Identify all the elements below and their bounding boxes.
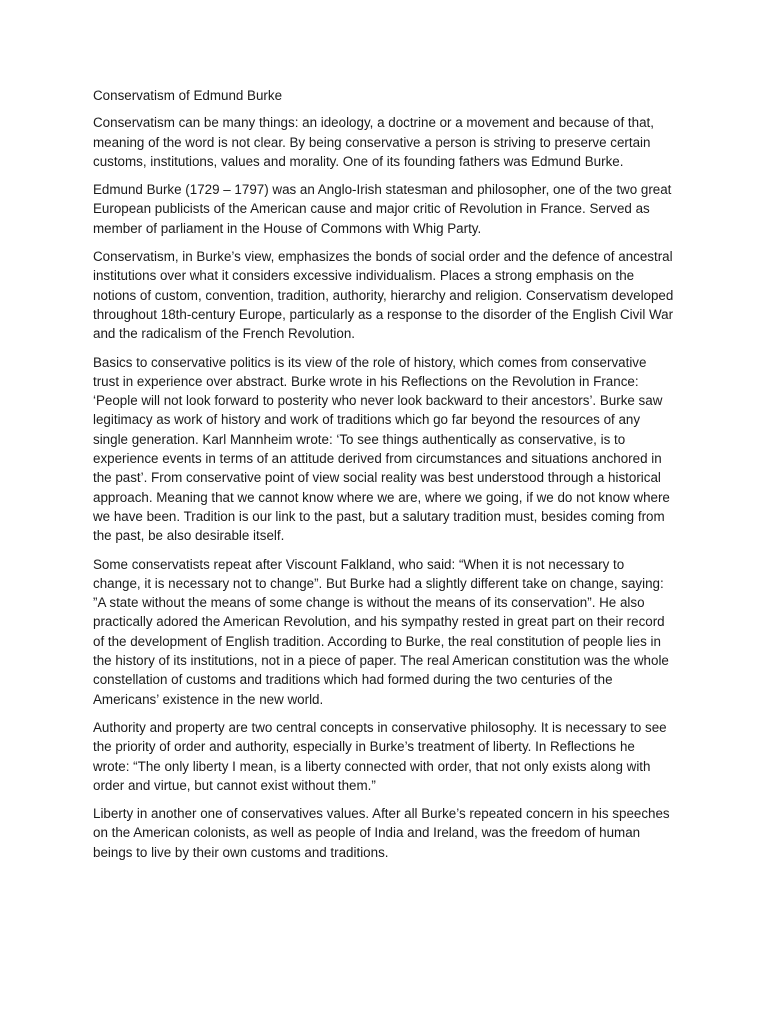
paragraph-change: Some conservatists repeat after Viscount Falkland, who said: “When it is not necessary to change, it is necessary not to change”. But Burke had a slightly different take on change, saying: ”A state without the means of some change is without the means of its conservation”. He also practically adored the American Revolution, and his sympathy rested in great part on their record of the development of English tradition. According to Burke, the real constitution of people lies in the history of its institutions, not in a piece of paper. The real American constitution was the whole constellation of customs and traditions which had formed during the two centuries of the Americans’ existence in the new world. [93,556,669,707]
paragraph-liberty: Liberty in another one of conservatives values. After all Burke’s repeated concern in his speeches on the American colonists, as well as people of India and Ireland, was the freedom of human beings to live by their own customs and traditions. [93,806,670,860]
paragraph-burke-view: Conservatism, in Burke’s view, emphasizes the bonds of social order and the defence of ancestral institutions over what it considers excessive individualism. Places a strong emphasis on the notions of custom, convention, tradition, authority, hierarchy and religion. Conservatism developed throughout 18th-century Europe, particularly as a response to the disorder of the English Civil War and the radicalism of the French Revolution. [93,249,674,342]
document-title: Conservatism of Edmund Burke [93,88,283,103]
paragraph-intro: Conservatism can be many things: an ideology, a doctrine or a movement and because of that, meaning of the word is not clear. By being conservative a person is striving to preserve certain customs, institutions, values and morality. One of its founding fathers was Edmund Burke. [93,115,654,169]
document-body [93,86,675,871]
paragraph-biography: Edmund Burke (1729 – 1797) was an Anglo-Irish statesman and philosopher, one of the two great European publicists of the American cause and major critic of Revolution in France. Served as member of parliament in the House of Commons with Whig Party. [93,182,672,236]
paragraph-authority: Authority and property are two central concepts in conservative philosophy. It is necessary to see the priority of order and authority, especially in Burke’s treatment of liberty. In Reflections he wrote: “The only liberty I mean, is a liberty connected with order, that not only exists along with order and virtue, but cannot exist without them.” [93,719,667,793]
paragraph-history: Basics to conservative politics is its view of the role of history, which comes from conservative trust in experience over abstract. Burke wrote in his Reflections on the Revolution in France: ‘People will not look forward to posterity who never look backward to their ancestors’. Burke saw legitimacy as work of history and work of traditions which go far beyond the resources of any single generation. Karl Mannheim wrote: ‘To see things authentically as conservative, is to experience events in terms of an attitude derived from circumstances and situations anchored in the past’. From conservative point of view social reality was best understood through a historical approach. Meaning that we cannot know where we are, where we going, if we do not know where we have been. Tradition is our link to the past, but a salutary tradition must, besides coming from the past, be also desirable itself. [93,354,670,544]
